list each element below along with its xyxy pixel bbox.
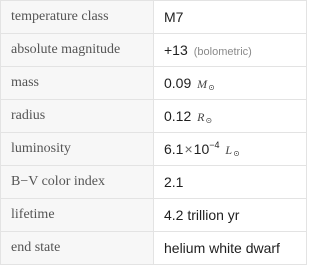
row-label-absolute-magnitude: absolute magnitude <box>1 34 154 67</box>
row-value-absolute-magnitude <box>154 34 307 67</box>
radius-value: 0.12 <box>164 107 192 124</box>
row-label-end-state: end state <box>1 232 154 265</box>
absolute-magnitude-value: +13 <box>164 42 188 58</box>
row-label-luminosity: luminosity <box>1 133 154 166</box>
luminosity-base: 10 <box>193 141 210 157</box>
row-value-lifetime: 4.2 trillion yr <box>154 199 307 232</box>
row-label-lifetime: lifetime <box>1 199 154 232</box>
row-label-radius: radius <box>1 100 154 133</box>
solar-luminosity-unit: L⊙ <box>225 143 240 158</box>
bolometric-note: (bolometric) <box>193 46 252 58</box>
row-value-temperature-class: M7 <box>154 1 307 34</box>
times-symbol: × <box>184 141 193 157</box>
sun-symbol-icon: ⊙ <box>233 149 240 158</box>
row-value-luminosity <box>154 133 307 166</box>
solar-mass-unit: M⊙ <box>197 76 215 92</box>
row-label-mass: mass <box>1 67 154 100</box>
table-row <box>1 133 307 166</box>
table-row <box>1 1 307 34</box>
row-value-radius <box>154 100 307 133</box>
mass-value: 0.09 <box>164 74 192 91</box>
luminosity-exponent: −4 <box>209 140 220 150</box>
table-row <box>1 100 307 133</box>
sun-symbol-icon: ⊙ <box>205 115 213 125</box>
table-row <box>1 232 307 265</box>
row-value-end-state: helium white dwarf <box>154 232 307 265</box>
row-label-temperature-class: temperature class <box>1 1 154 34</box>
table-row <box>1 166 307 199</box>
table-row <box>1 199 307 232</box>
luminosity-mantissa: 6.1 <box>164 141 184 157</box>
row-value-mass <box>154 67 307 100</box>
sun-symbol-icon: ⊙ <box>208 82 215 92</box>
solar-radius-unit: R⊙ <box>197 109 213 125</box>
table-row <box>1 34 307 67</box>
table-row <box>1 67 307 100</box>
row-value-bv-color-index: 2.1 <box>154 166 307 199</box>
row-label-bv-color-index: B−V color index <box>1 166 154 199</box>
